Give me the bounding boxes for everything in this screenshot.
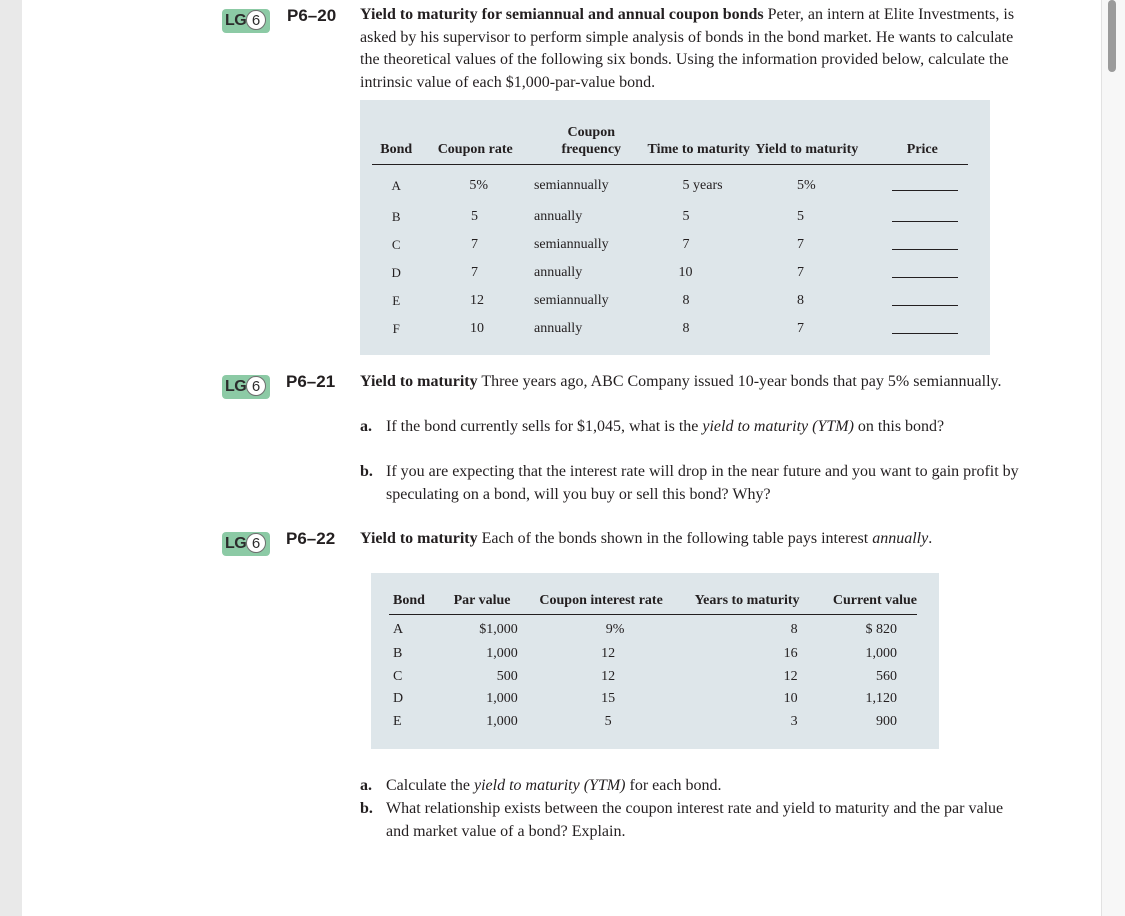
cell: E xyxy=(392,293,401,308)
cell: $ 820 xyxy=(865,622,897,637)
cell: 7 xyxy=(682,237,690,252)
emphasis: annually xyxy=(872,530,929,547)
cell: 12 xyxy=(469,293,484,308)
cell: annually xyxy=(533,321,583,336)
cell: 5 xyxy=(682,209,690,224)
lg-number: 6 xyxy=(246,376,266,396)
sub-question-label: b. xyxy=(360,463,373,480)
col-header: Bond xyxy=(389,593,442,615)
problem-statement xyxy=(360,371,1010,394)
cell: 7 xyxy=(796,321,804,336)
cell: C xyxy=(393,668,403,684)
sub-question xyxy=(360,416,994,439)
cell: 3 xyxy=(790,714,798,730)
cell: D xyxy=(393,691,404,707)
learning-goal-badge xyxy=(222,375,270,399)
cell: 16 xyxy=(783,646,798,662)
cell: 5 years xyxy=(682,178,723,193)
sub-question xyxy=(360,461,1020,506)
cell: 7 xyxy=(470,237,478,252)
cell: 5% xyxy=(469,178,488,193)
problem-body: Three years ago, ABC Company issued 10-year bonds that pay 5% semiannually. xyxy=(481,373,1002,390)
table-row xyxy=(389,615,917,644)
cell: 7 xyxy=(470,265,478,280)
price-answer-blank[interactable] xyxy=(892,292,958,306)
learning-goal-badge xyxy=(222,532,270,556)
price-answer-blank[interactable] xyxy=(892,264,958,278)
cell: 5 xyxy=(796,209,804,224)
cell: 10 xyxy=(678,265,693,280)
sub-question-text: on this bond? xyxy=(853,418,945,435)
cell: 5 xyxy=(470,209,478,224)
cell: 12 xyxy=(601,668,616,684)
problem-number: P6–20 xyxy=(287,6,337,25)
cell: 1,000 xyxy=(865,646,897,662)
scrollbar-thumb[interactable] xyxy=(1108,0,1116,72)
cell: B xyxy=(393,646,403,662)
price-answer-blank[interactable] xyxy=(892,320,958,334)
sub-question-label: b. xyxy=(360,800,373,817)
problem-body: Each of the bonds shown in the following table pays interest xyxy=(481,530,873,547)
cell: F xyxy=(392,321,400,336)
problem-statement xyxy=(360,528,1040,551)
sub-question-label: a. xyxy=(360,418,372,435)
cell: 500 xyxy=(496,668,518,684)
table-row xyxy=(372,203,968,231)
sub-question-text: What relationship exists between the coupon interest rate and yield to maturity and the par value and market value of a bond? Explain. xyxy=(386,800,1004,840)
problem-number: P6–22 xyxy=(286,529,336,548)
price-blank-cell xyxy=(863,259,968,287)
sub-question-text: Calculate the xyxy=(386,777,474,794)
price-answer-blank[interactable] xyxy=(892,236,958,250)
cell: semiannually xyxy=(533,237,609,252)
cell: 7 xyxy=(796,265,804,280)
cell: C xyxy=(391,237,401,252)
table-row xyxy=(372,165,968,204)
col-header: Current value xyxy=(814,593,917,615)
table-row xyxy=(389,643,917,666)
cell: 10 xyxy=(783,691,798,707)
cell: 1,000 xyxy=(486,691,518,707)
sub-question xyxy=(360,775,1020,798)
lg-number: 6 xyxy=(246,533,266,553)
table-row xyxy=(389,666,917,689)
col-header: Bond xyxy=(372,124,420,165)
bond-table-box xyxy=(371,573,939,749)
cell: 12 xyxy=(601,646,616,662)
price-blank-cell xyxy=(863,231,968,259)
sub-question-label: a. xyxy=(360,777,372,794)
problem-title: Yield to maturity for semiannual and annual coupon bonds xyxy=(360,6,764,23)
sub-question xyxy=(360,798,1010,843)
cell: 15 xyxy=(601,691,616,707)
table-row xyxy=(372,315,968,343)
cell: 9% xyxy=(605,622,625,637)
col-header: Coupon interest rate xyxy=(522,593,681,615)
cell: 10 xyxy=(469,321,484,336)
sub-question-text: for each bond. xyxy=(625,777,722,794)
bond-table xyxy=(389,593,917,733)
table-row xyxy=(372,287,968,315)
cell: E xyxy=(393,714,402,730)
price-blank-cell xyxy=(863,165,968,204)
price-blank-cell xyxy=(863,287,968,315)
price-blank-cell xyxy=(863,315,968,343)
cell: B xyxy=(391,209,401,224)
cell: annually xyxy=(533,209,583,224)
cell: 8 xyxy=(796,293,804,308)
col-header: Years to maturity xyxy=(681,593,814,615)
cell: 1,000 xyxy=(486,714,518,730)
problem-number: P6–21 xyxy=(286,372,336,391)
cell: D xyxy=(391,265,401,280)
price-answer-blank[interactable] xyxy=(892,208,958,222)
col-header: Coupon rate xyxy=(420,124,530,165)
table-row xyxy=(372,259,968,287)
cell: annually xyxy=(533,265,583,280)
price-answer-blank[interactable] xyxy=(892,177,958,191)
lg-label: LG xyxy=(225,378,247,395)
cell: 1,000 xyxy=(486,646,518,662)
cell: semiannually xyxy=(533,178,609,193)
cell: A xyxy=(391,178,401,193)
cell: 12 xyxy=(783,668,798,684)
lg-number: 6 xyxy=(246,10,266,30)
sub-question-text: If the bond currently sells for $1,045, what is the xyxy=(386,418,703,435)
textbook-page xyxy=(22,0,1102,916)
table-row xyxy=(372,231,968,259)
cell: 8 xyxy=(682,321,690,336)
learning-goal-badge xyxy=(222,9,270,33)
bond-table xyxy=(372,124,968,343)
cell: 7 xyxy=(796,237,804,252)
problem-statement xyxy=(360,4,1020,94)
problem-body: . xyxy=(928,530,933,547)
cell: semiannually xyxy=(533,293,609,308)
col-header: Time to maturity xyxy=(647,124,751,165)
cell: 8 xyxy=(790,622,798,637)
problem-title: Yield to maturity xyxy=(360,530,478,547)
cell: 5 xyxy=(604,714,612,730)
cell: 5% xyxy=(796,178,816,193)
emphasis: yield to maturity (YTM) xyxy=(702,418,854,435)
col-header: Yield to maturity xyxy=(751,124,863,165)
cell: 560 xyxy=(876,668,897,684)
col-header: Par value xyxy=(442,593,521,615)
sub-question-text: If you are expecting that the interest rate will drop in the near future and you want to gain profit by speculating on a bond, will you buy or sell this bond? Why? xyxy=(386,463,1019,503)
col-header: Coupon frequency xyxy=(530,124,647,165)
cell: A xyxy=(393,622,404,637)
problem-title: Yield to maturity xyxy=(360,373,478,390)
lg-label: LG xyxy=(225,12,247,29)
cell: $1,000 xyxy=(479,622,518,637)
table-row xyxy=(389,688,917,711)
table-row xyxy=(389,711,917,734)
cell: 8 xyxy=(682,293,690,308)
vertical-scrollbar[interactable] xyxy=(1101,0,1125,916)
col-header: Price xyxy=(863,124,968,165)
price-blank-cell xyxy=(863,203,968,231)
cell: 1,120 xyxy=(865,691,897,707)
cell: 900 xyxy=(876,714,897,730)
emphasis: yield to maturity (YTM) xyxy=(473,777,626,794)
problem-body: Peter, an intern at Elite Investments, is asked by his supervisor to perform simple analysis of bonds in the bond market. He wants to calculate the theoretical values of the following six bonds. Using the information provided below, calculate the intrinsic value of each $1,000-par-value bond. xyxy=(360,6,1015,91)
bond-table-box xyxy=(360,100,990,355)
lg-label: LG xyxy=(225,535,247,552)
